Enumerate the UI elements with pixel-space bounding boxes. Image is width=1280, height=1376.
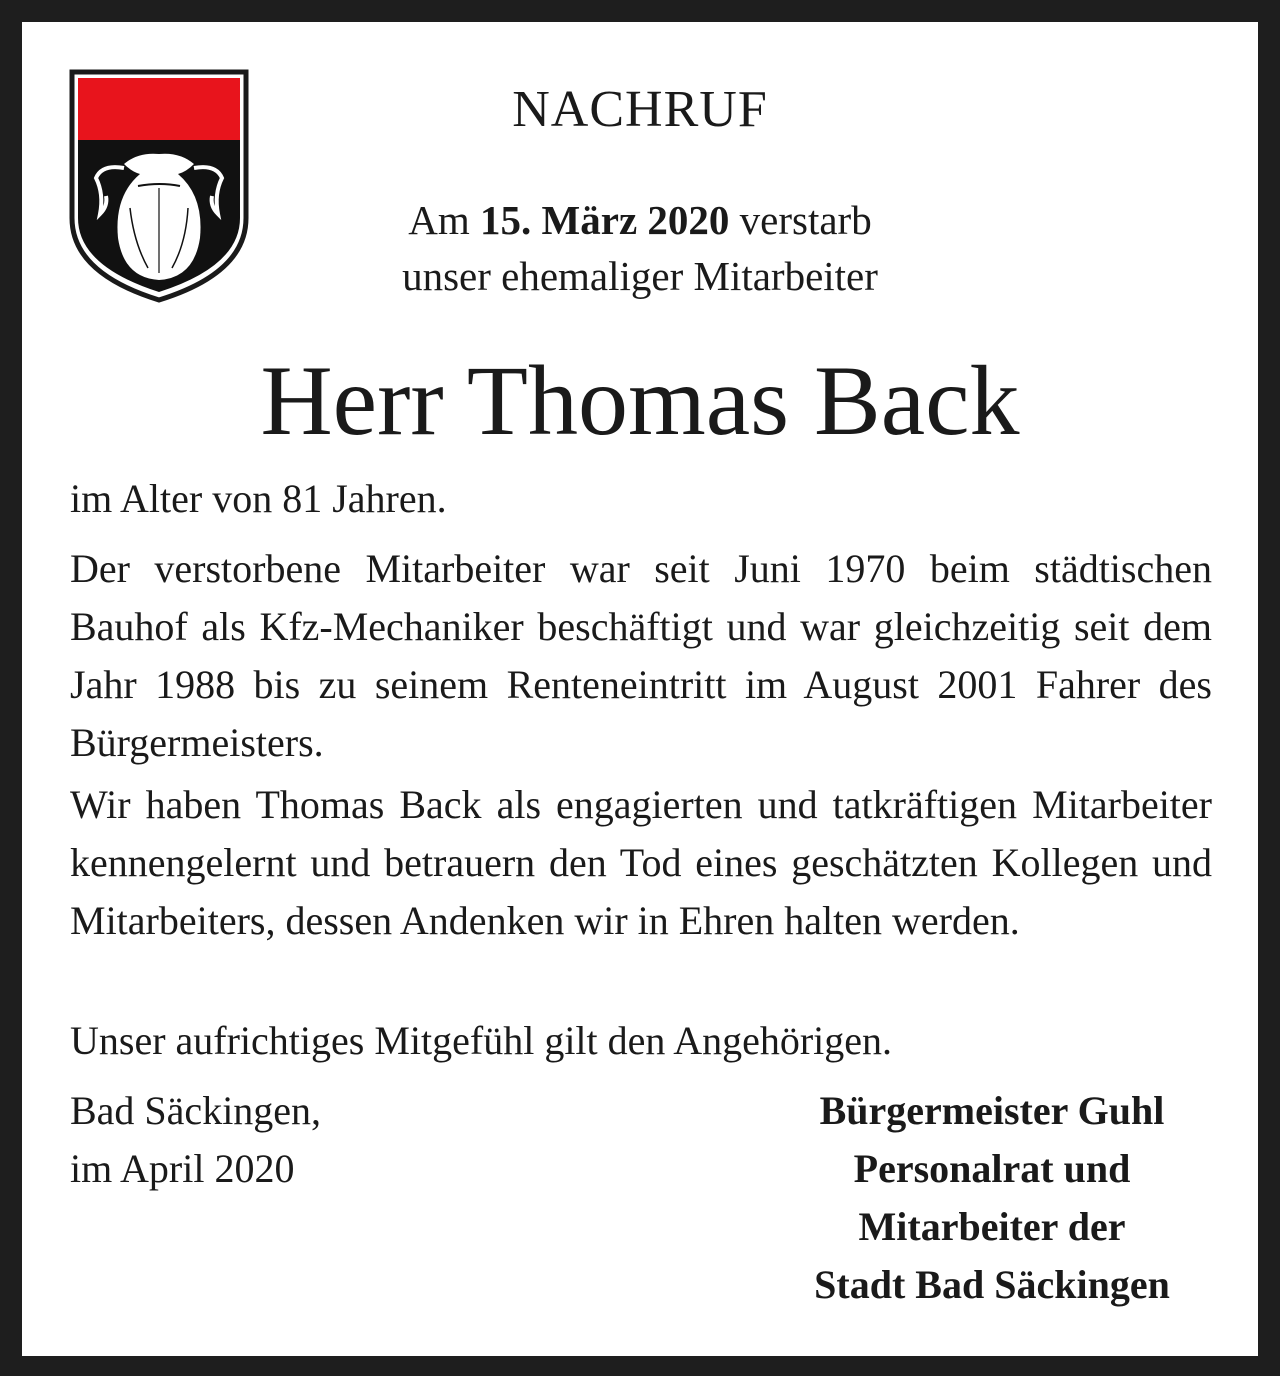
career-paragraph: Der verstorbene Mitarbeiter war seit Juni 1970 beim städtischen Bauhof als Kfz-Mechaniker beschäftigt und war gleichzeitig seit dem Jahr 1988 bis zu seinem Renteneintritt im August 2001 Fahrer des Bürgermeisters. [70,546,1212,765]
signer-line: Personalrat und [853,1146,1131,1191]
signer-line: Bürgermeister Guhl [819,1088,1165,1133]
place: Bad Säckingen, [70,1088,322,1133]
death-date: 15. März 2020 [480,197,730,243]
sympathy-paragraph: Unser aufrichtiges Mitgefühl gilt den Angehörigen. [70,1018,893,1063]
signer-line: Stadt Bad Säckingen [814,1262,1170,1307]
signatories [762,1082,1222,1314]
notice-title: NACHRUF [512,81,768,138]
obituary-notice [22,22,1258,1356]
death-date-line: Am 15. März 2020 verstarb [408,197,872,243]
deceased-name: Herr Thomas Back [260,345,1020,456]
date: im April 2020 [70,1146,295,1191]
signer-line: Mitarbeiter der [858,1204,1126,1249]
age-paragraph: im Alter von 81 Jahren. [70,476,447,521]
place-date-block [70,1082,321,1198]
relationship-line: unser ehemaliger Mitarbeiter [402,253,878,299]
tribute-paragraph: Wir haben Thomas Back als engagierten und tatkräftigen Mitarbeiter kennengelernt und betrauern den Tod eines geschätzten Kollegen und Mitarbeiters, dessen Andenken wir in Ehren halten werden. [70,782,1212,943]
